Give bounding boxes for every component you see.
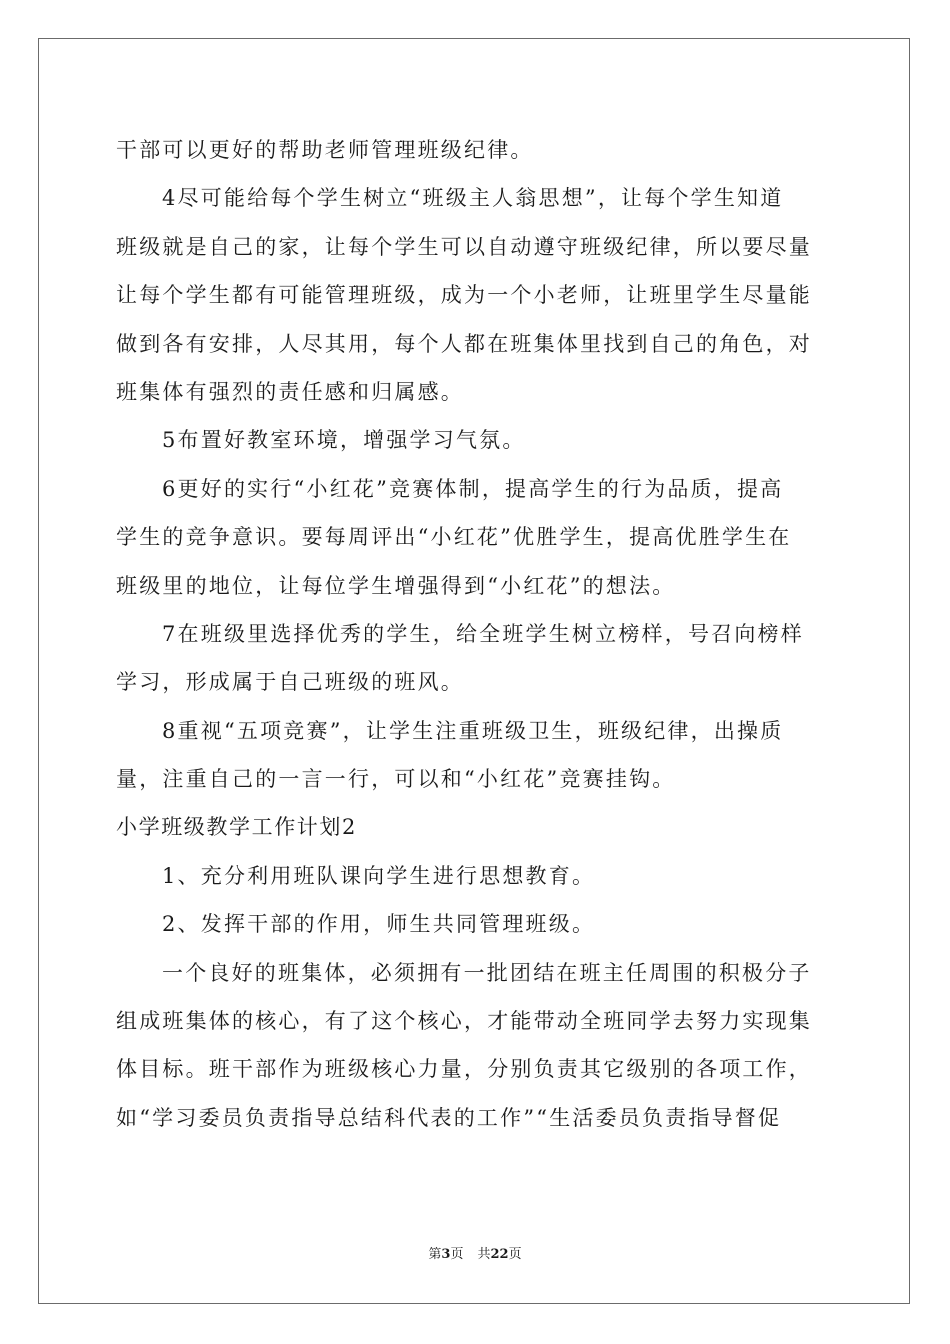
section-heading: 小学班级教学工作计划2	[116, 815, 357, 840]
document-body	[116, 126, 836, 1142]
text-line: 1、充分利用班队课向学生进行思想教育。	[162, 863, 596, 888]
text-line: 2、发挥干部的作用，师生共同管理班级。	[162, 912, 596, 937]
text-line: 6更好的实行“小红花”竞赛体制，提高学生的行为品质，提高	[162, 476, 784, 501]
text-line: 干部可以更好的帮助老师管理班级纪律。	[116, 138, 534, 162]
text-line: 班级就是自己的家，让每个学生可以自动遵守班级纪律，所以要尽量	[116, 234, 812, 259]
text-line: 8重视“五项竞赛”，让学生注重班级卫生，班级纪律，出操质	[162, 718, 784, 743]
page-number: 3	[441, 1247, 451, 1262]
text-line: 学生的竞争意识。要每周评出“小红花”优胜学生，提高优胜学生在	[116, 525, 792, 550]
total-pages: 22	[490, 1247, 509, 1262]
page-suffix: 页	[450, 1247, 464, 1262]
text-line: 一个良好的班集体，必须拥有一批团结在班主任周围的积极分子	[162, 960, 812, 985]
text-line: 4尽可能给每个学生树立“班级主人翁思想”，让每个学生知道	[162, 186, 784, 211]
text-line: 组成班集体的核心，有了这个核心，才能带动全班同学去努力实现集	[116, 1009, 812, 1034]
total-prefix: 共	[477, 1247, 491, 1262]
page-footer	[0, 1245, 950, 1265]
text-line: 5布置好教室环境，增强学习气氛。	[162, 428, 526, 453]
total-suffix: 页	[508, 1247, 522, 1262]
text-line: 班级里的地位，让每位学生增强得到“小红花”的想法。	[116, 573, 676, 598]
text-line: 7在班级里选择优秀的学生，给全班学生树立榜样，号召向榜样	[162, 621, 804, 646]
text-line: 量，注重自己的一言一行，可以和“小红花”竞赛挂钩。	[116, 767, 676, 792]
text-line: 体目标。班干部作为班级核心力量，分别负责其它级别的各项工作，	[116, 1057, 812, 1082]
text-line: 学习，形成属于自己班级的班风。	[116, 670, 464, 695]
text-line: 让每个学生都有可能管理班级，成为一个小老师，让班里学生尽量能	[116, 283, 812, 308]
text-line: 做到各有安排，人尽其用，每个人都在班集体里找到自己的角色，对	[116, 331, 812, 356]
text-line: 班集体有强烈的责任感和归属感。	[116, 379, 464, 404]
text-line: 如“学习委员负责指导总结科代表的工作”“生活委员负责指导督促	[116, 1105, 782, 1130]
page-prefix: 第	[428, 1247, 442, 1262]
